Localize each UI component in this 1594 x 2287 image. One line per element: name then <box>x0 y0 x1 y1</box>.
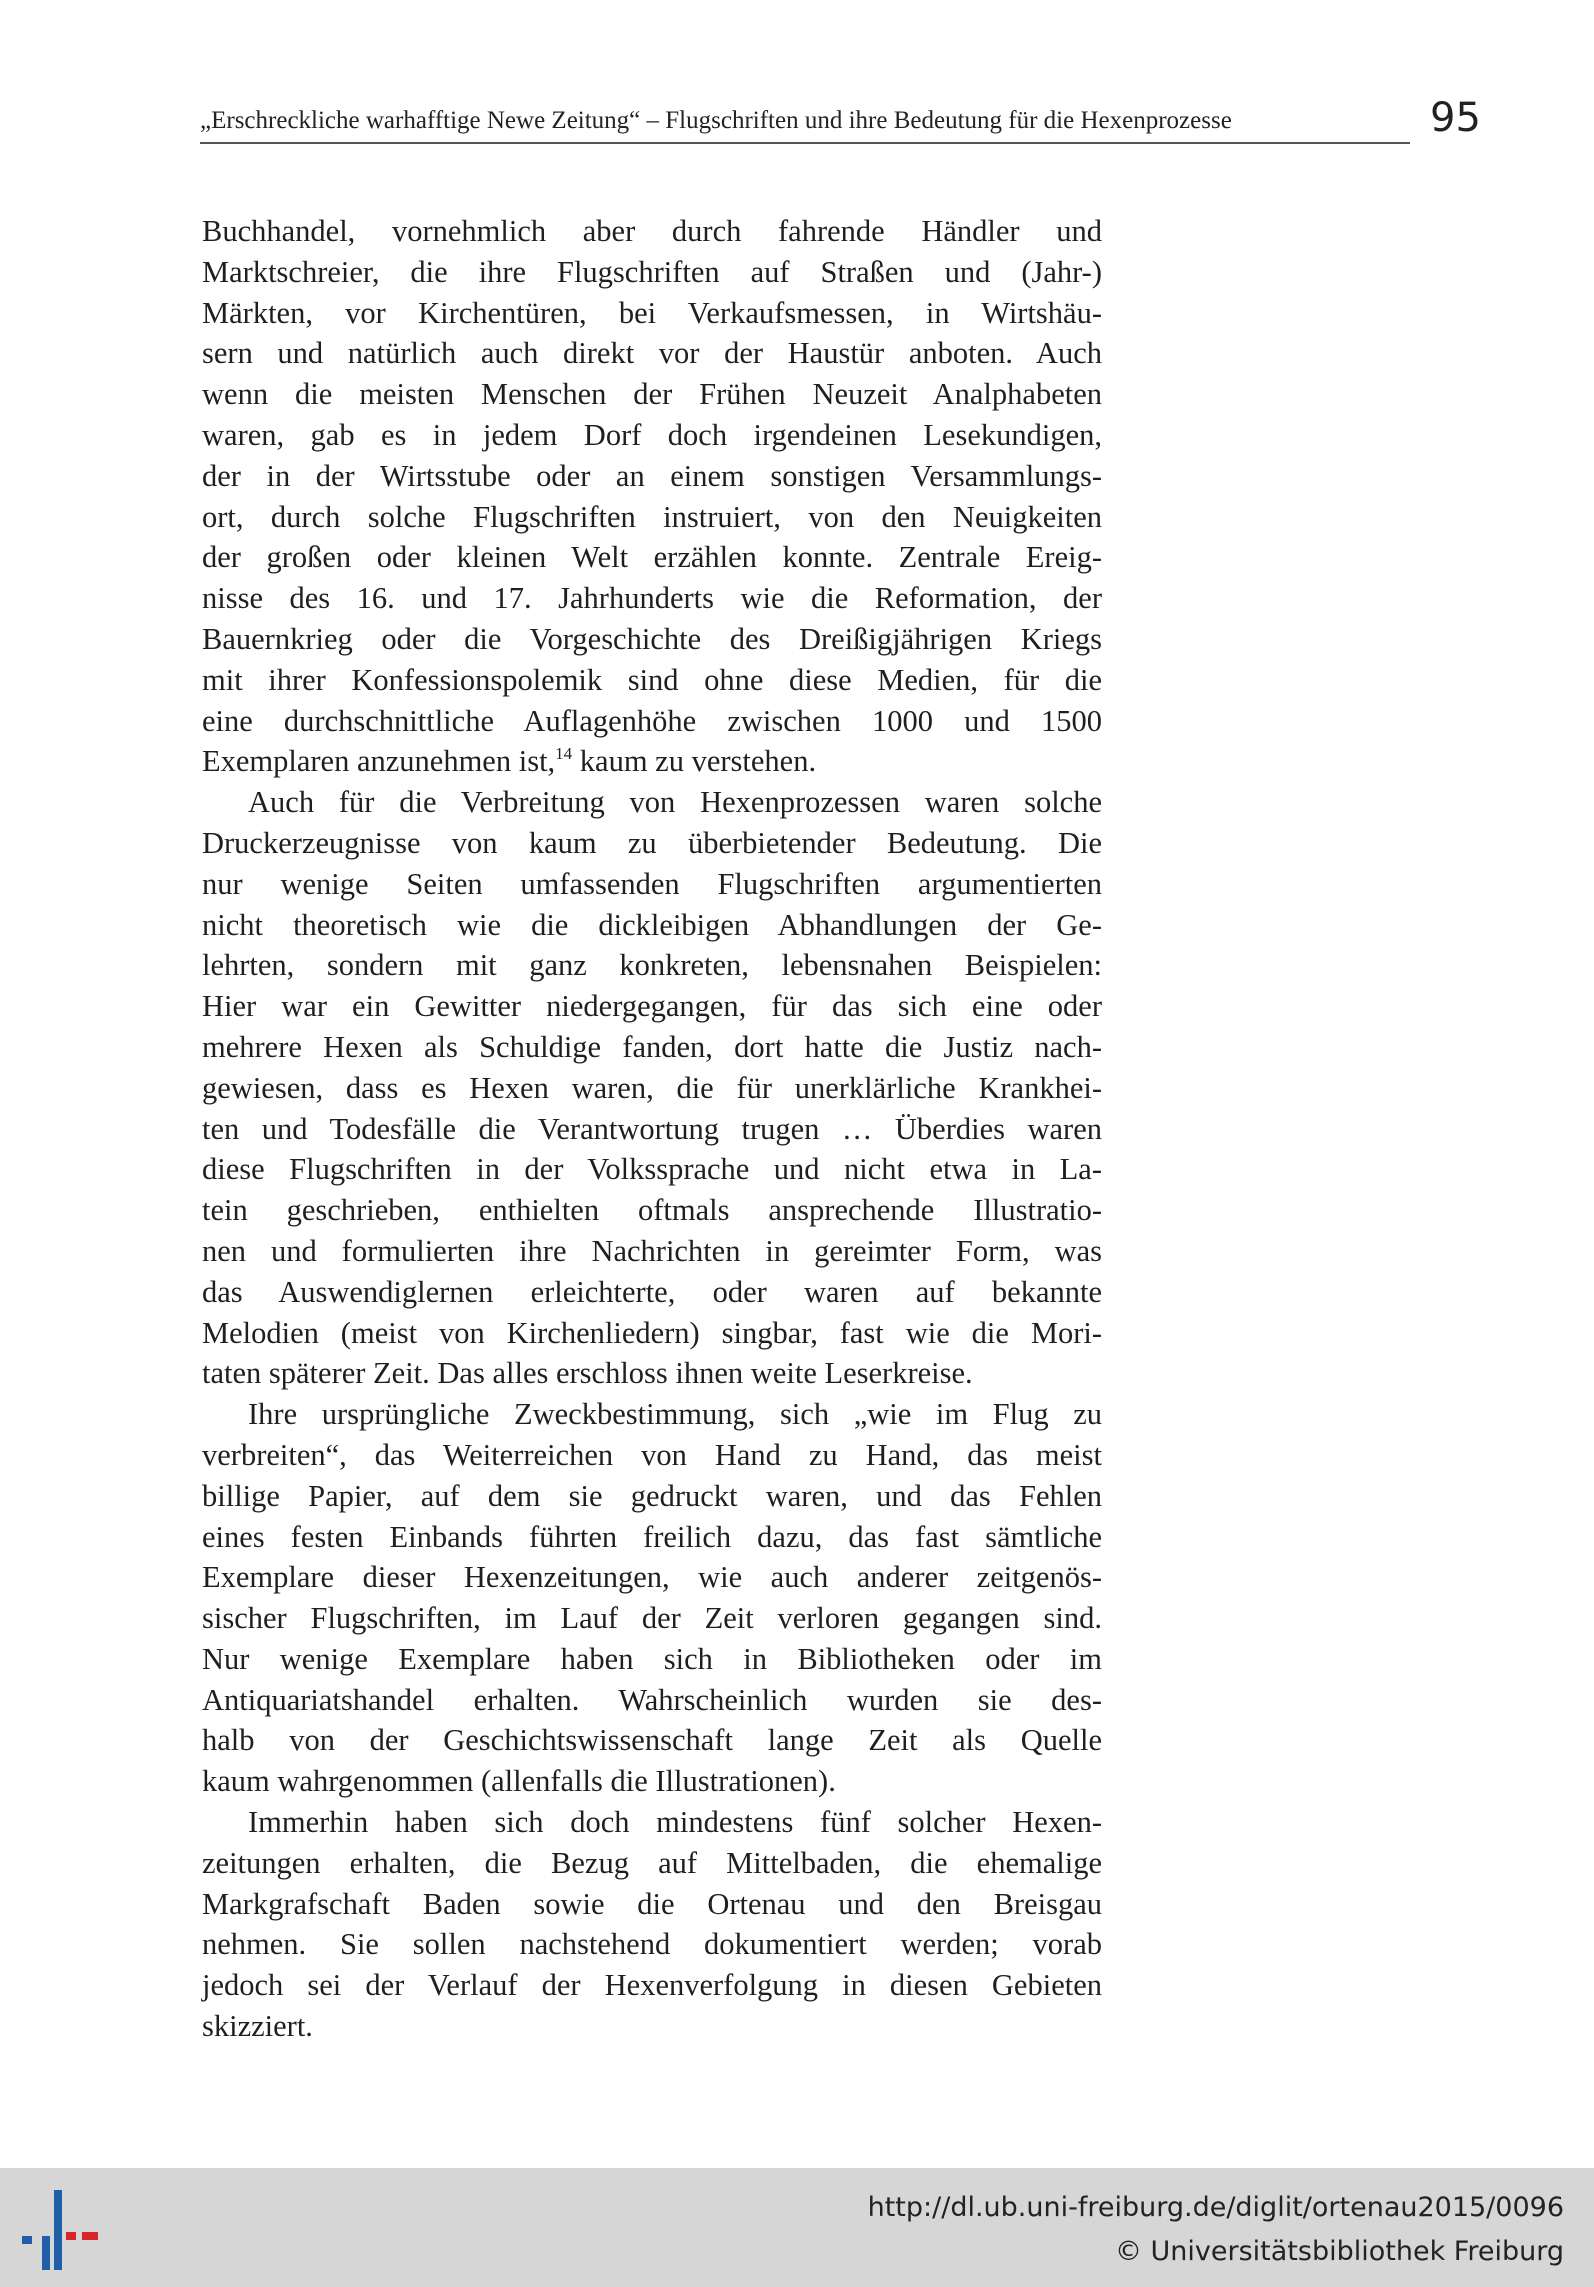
text-line: ten und Todesfälle die Verantwortung trugen … Überdies waren <box>202 1111 1102 1146</box>
text-line: Antiquariatshandel erhalten. Wahrscheinlich wurden sie des- <box>202 1682 1102 1717</box>
text-line: verbreiten“, das Weiterreichen von Hand zu Hand, das meist <box>202 1437 1102 1472</box>
paragraph-start: Ihre ursprüngliche Zweckbestimmung, sich „wie im Flug zu <box>248 1397 1102 1432</box>
text-line: Bauernkrieg oder die Vorgeschichte des Dreißigjährigen Kriegs <box>202 621 1102 656</box>
footer-bar <box>0 2168 1594 2287</box>
text-line: mehrere Hexen als Schuldige fanden, dort hatte die Justiz nach- <box>202 1029 1102 1064</box>
text-line: Buchhandel, vornehmlich aber durch fahrende Händler und <box>202 214 1102 248</box>
page-number: 95 <box>1430 95 1481 141</box>
header-rule <box>200 142 1410 144</box>
text-line: nisse des 16. und 17. Jahrhunderts wie die Reformation, der <box>202 581 1102 616</box>
text-line: mit ihrer Konfessionspolemik sind ohne diese Medien, für die <box>202 662 1102 697</box>
text-line: nur wenige Seiten umfassenden Flugschriften argumentierten <box>202 866 1102 901</box>
logo-mark <box>22 2236 32 2244</box>
text-line: skizziert. <box>202 2009 313 2044</box>
text-line: eine durchschnittliche Auflagenhöhe zwischen 1000 und 1500 <box>202 703 1102 738</box>
text-segment: Exemplaren anzunehmen ist, <box>202 744 556 779</box>
text-line: halb von der Geschichtswissenschaft lange Zeit als Quelle <box>202 1723 1102 1758</box>
body-text <box>202 211 1102 2047</box>
text-line: nen und formulierten ihre Nachrichten in gereimter Form, was <box>202 1233 1102 1268</box>
text-line: das Auswendiglernen erleichterte, oder waren auf bekannte <box>202 1274 1102 1309</box>
text-line: sischer Flugschriften, im Lauf der Zeit verloren gegangen sind. <box>202 1601 1102 1636</box>
logo-mark <box>82 2232 98 2240</box>
running-title: „Erschreckliche warhafftige Newe Zeitung“ – Flugschriften und ihre Bedeutung für die Hexenprozesse <box>200 107 1232 134</box>
text-line: der großen oder kleinen Welt erzählen konnte. Zentrale Ereig- <box>202 540 1102 575</box>
logo-mark <box>54 2190 62 2270</box>
library-logo-icon[interactable] <box>18 2188 102 2272</box>
text-line: Melodien (meist von Kirchenliedern) singbar, fast wie die Mori- <box>202 1315 1102 1350</box>
text-line: sern und natürlich auch direkt vor der Haustür anboten. Auch <box>202 336 1102 371</box>
footnote-ref[interactable]: 14 <box>555 744 573 764</box>
text-line: diese Flugschriften in der Volkssprache und nicht etwa in La- <box>202 1152 1102 1187</box>
text-line: gewiesen, dass es Hexen waren, die für unerklärliche Krankhei- <box>202 1070 1102 1105</box>
text-line: billige Papier, auf dem sie gedruckt waren, und das Fehlen <box>202 1478 1102 1513</box>
permalink-url[interactable]: http://dl.ub.uni-freiburg.de/diglit/ortenau2015/0096 <box>867 2192 1564 2223</box>
text-line: Exemplare dieser Hexenzeitungen, wie auch anderer zeitgenös- <box>202 1560 1102 1595</box>
text-line: Druckerzeugnisse von kaum zu überbietender Bedeutung. Die <box>202 825 1102 860</box>
text-line: wenn die meisten Menschen der Frühen Neuzeit Analphabeten <box>202 377 1102 412</box>
copyright-notice: © Universitätsbibliothek Freiburg <box>1114 2236 1564 2267</box>
paragraph-start: Immerhin haben sich doch mindestens fünf solcher Hexen- <box>248 1805 1102 1840</box>
text-line: Markgrafschaft Baden sowie die Ortenau und den Breisgau <box>202 1886 1102 1921</box>
text-line: jedoch sei der Verlauf der Hexenverfolgung in diesen Gebieten <box>202 1968 1102 2003</box>
paragraph-start: Auch für die Verbreitung von Hexenprozessen waren solche <box>248 785 1102 820</box>
logo-mark <box>66 2232 76 2240</box>
text-line: taten späterer Zeit. Das alles erschloss ihnen weite Leserkreise. <box>202 1356 973 1391</box>
text-line: ort, durch solche Flugschriften instruiert, von den Neuigkeiten <box>202 499 1102 534</box>
text-line: tein geschrieben, enthielten oftmals ansprechende Illustratio- <box>202 1193 1102 1228</box>
text-line <box>202 741 1102 782</box>
text-line: eines festen Einbands führten freilich dazu, das fast sämtliche <box>202 1519 1102 1554</box>
text-line: zeitungen erhalten, die Bezug auf Mittelbaden, die ehemalige <box>202 1845 1102 1880</box>
text-line: waren, gab es in jedem Dorf doch irgendeinen Lesekundigen, <box>202 417 1102 452</box>
text-segment: kaum zu verstehen. <box>572 744 817 779</box>
text-line: Nur wenige Exemplare haben sich in Bibliotheken oder im <box>202 1641 1102 1676</box>
text-line: der in der Wirtsstube oder an einem sonstigen Versammlungs- <box>202 458 1102 493</box>
text-line: lehrten, sondern mit ganz konkreten, lebensnahen Beispielen: <box>202 948 1102 983</box>
running-head <box>200 100 1410 150</box>
text-line: Märkten, vor Kirchentüren, bei Verkaufsmessen, in Wirtshäu- <box>202 295 1102 330</box>
text-line: nehmen. Sie sollen nachstehend dokumentiert werden; vorab <box>202 1927 1102 1962</box>
text-line: nicht theoretisch wie die dickleibigen Abhandlungen der Ge- <box>202 907 1102 942</box>
text-line: Hier war ein Gewitter niedergegangen, für das sich eine oder <box>202 989 1102 1024</box>
text-line: Marktschreier, die ihre Flugschriften auf Straßen und (Jahr-) <box>202 254 1102 289</box>
text-line: kaum wahrgenommen (allenfalls die Illustrationen). <box>202 1764 836 1799</box>
logo-mark <box>42 2236 50 2270</box>
